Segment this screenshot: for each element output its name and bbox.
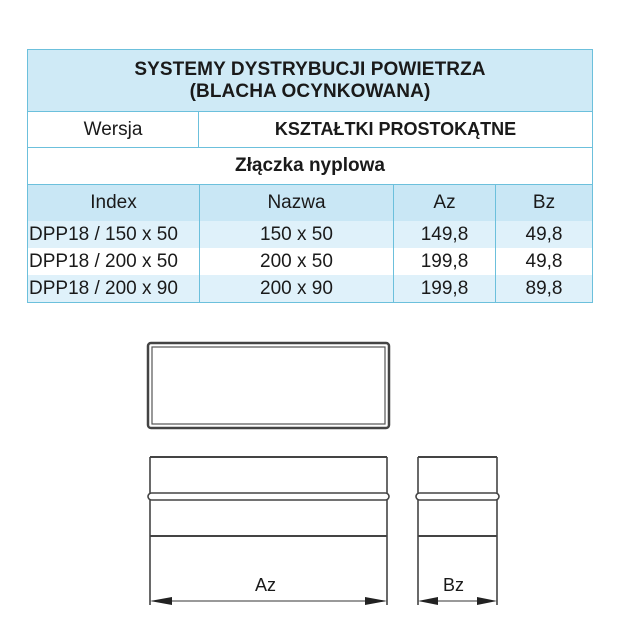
title-line-2: (BLACHA OCYNKOWANA): [189, 80, 431, 102]
table-cell-az: 199,8: [394, 248, 495, 275]
column-header-nazwa: Nazwa: [200, 185, 393, 221]
table-cell-bz: 49,8: [496, 248, 592, 275]
table-cell-bz: 89,8: [496, 275, 592, 302]
dimension-label-bz: Bz: [443, 575, 465, 595]
table-cell-nazwa: 150 x 50: [200, 221, 393, 248]
version-value: KSZTAŁTKI PROSTOKĄTNE: [274, 119, 517, 139]
table-cell-index: DPP18 / 150 x 50: [28, 221, 199, 248]
dimension-label-az: Az: [255, 575, 277, 595]
table-cell-az: 199,8: [394, 275, 495, 302]
table-cell-bz: 49,8: [496, 221, 592, 248]
column-header-index: Index: [28, 185, 199, 221]
column-header-bz: Bz: [496, 185, 592, 221]
product-name-text: Złączka nyplowa: [235, 155, 385, 176]
table-cell-nazwa: 200 x 50: [200, 248, 393, 275]
column-header-az: Az: [394, 185, 495, 221]
table-cell-index: DPP18 / 200 x 50: [28, 248, 199, 275]
table-cell-nazwa: 200 x 90: [200, 275, 393, 302]
table-cell-index: DPP18 / 200 x 90: [28, 275, 199, 302]
version-label: Wersja: [28, 112, 199, 147]
title-line-1: SYSTEMY DYSTRYBUCJI POWIETRZA: [134, 58, 486, 80]
table-cell-az: 149,8: [394, 221, 495, 248]
